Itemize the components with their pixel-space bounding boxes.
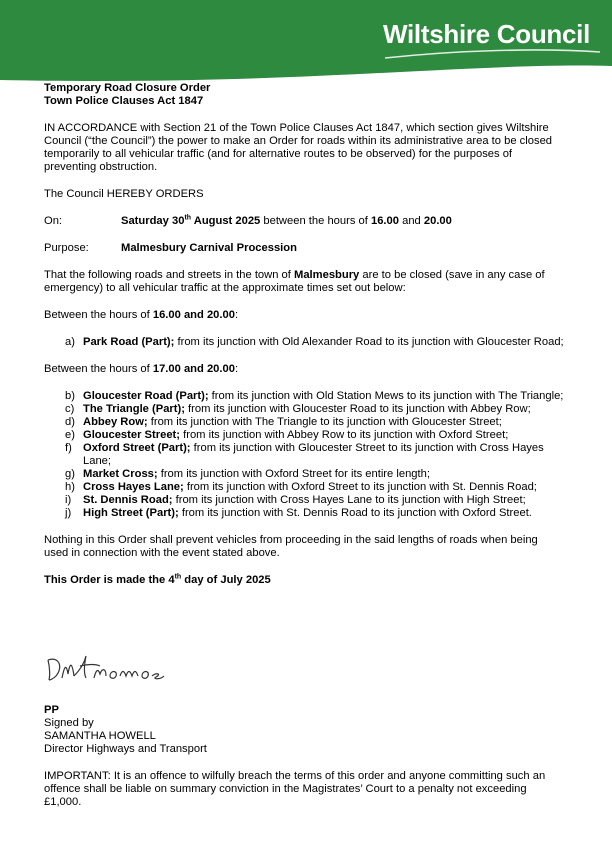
list-item: f) Oxford Street (Part); from its junction with Gloucester Street to its junction with Cross Hayes Lane; (65, 442, 544, 467)
purpose-row (44, 242, 564, 255)
handwritten-signature (44, 646, 194, 686)
header-banner (0, 0, 612, 90)
nothing-paragraph: Nothing in this Order shall prevent vehicles from proceeding in the said lengths of roads when being used in connection with the event stated above. (44, 534, 538, 559)
list-item: j) High Street (Part); from its junction with St. Dennis Road to its junction with Oxford Street. (65, 507, 532, 519)
signoff-block (44, 704, 564, 809)
closure-intro: That the following roads and streets in the town of Malmesbury are to be closed (save in any case of emergency) to all vehicular traffic at the approximate times set out below: (44, 269, 545, 294)
list-item: i) St. Dennis Road; from its junction with Cross Hayes Lane to its junction with High Street; (65, 494, 526, 506)
list-item: b) Gloucester Road (Part); from its junction with Old Station Mews to its junction with The Triangle; (65, 390, 564, 402)
on-row (44, 215, 564, 228)
order-subtitle: Town Police Clauses Act 1847 (44, 95, 204, 107)
group2-list (65, 390, 564, 520)
list-item: a) Park Road (Part); from its junction with Old Alexander Road to its junction with Gloucester Road; (65, 336, 564, 348)
order-made-date: This Order is made the 4th day of July 2025 (44, 573, 271, 586)
purpose-label: Purpose: (44, 242, 89, 254)
purpose-value: Malmesbury Carnival Procession (121, 242, 297, 254)
group1-hours: Between the hours of 16.00 and 20.00: (44, 309, 239, 321)
important-notice: IMPORTANT: It is an offence to wilfully breach the terms of this order and anyone committing such an offence shall be liable on summary conviction in the Magistrates’ Court to a penalty not exceeding £1,000. (44, 770, 546, 808)
order-title: Temporary Road Closure Order (44, 82, 211, 94)
list-item: d) Abbey Row; from its junction with The Triangle to its junction with Gloucester Street; (65, 416, 502, 428)
signatory-name: SAMANTHA HOWELL (44, 730, 156, 742)
order-document (44, 82, 564, 587)
signature (44, 646, 194, 690)
intro-paragraph: IN ACCORDANCE with Section 21 of the Town Police Clauses Act 1847, which section gives Wiltshire Council (“the Council”) the power to make an Order for roads within its administrative area to be closed temporarily to all vehicular traffic (and for alternative routes to be observed) for the purposes of preventing obstruction. (44, 122, 553, 173)
on-label: On: (44, 215, 63, 227)
pp-label: PP (44, 704, 59, 716)
on-value: Saturday 30th August 2025 between the hours of 16.00 and 20.00 (121, 214, 452, 227)
list-item: c) The Triangle (Part); from its junction with Gloucester Road to its junction with Abbey Row; (65, 403, 531, 415)
signatory-role: Director Highways and Transport (44, 743, 207, 755)
list-item: h) Cross Hayes Lane; from its junction with Oxford Street to its junction with St. Dennis Road; (65, 481, 537, 493)
signed-by-label: Signed by (44, 717, 94, 729)
orders-line: The Council HEREBY ORDERS (44, 188, 204, 200)
group2-hours: Between the hours of 17.00 and 20.00: (44, 363, 239, 375)
list-item: e) Gloucester Street; from its junction with Abbey Row to its junction with Oxford Street; (65, 429, 509, 441)
group1-list (65, 336, 564, 349)
council-logo: Wiltshire Council (382, 19, 590, 49)
list-item: g) Market Cross; from its junction with Oxford Street for its entire length; (65, 468, 430, 480)
